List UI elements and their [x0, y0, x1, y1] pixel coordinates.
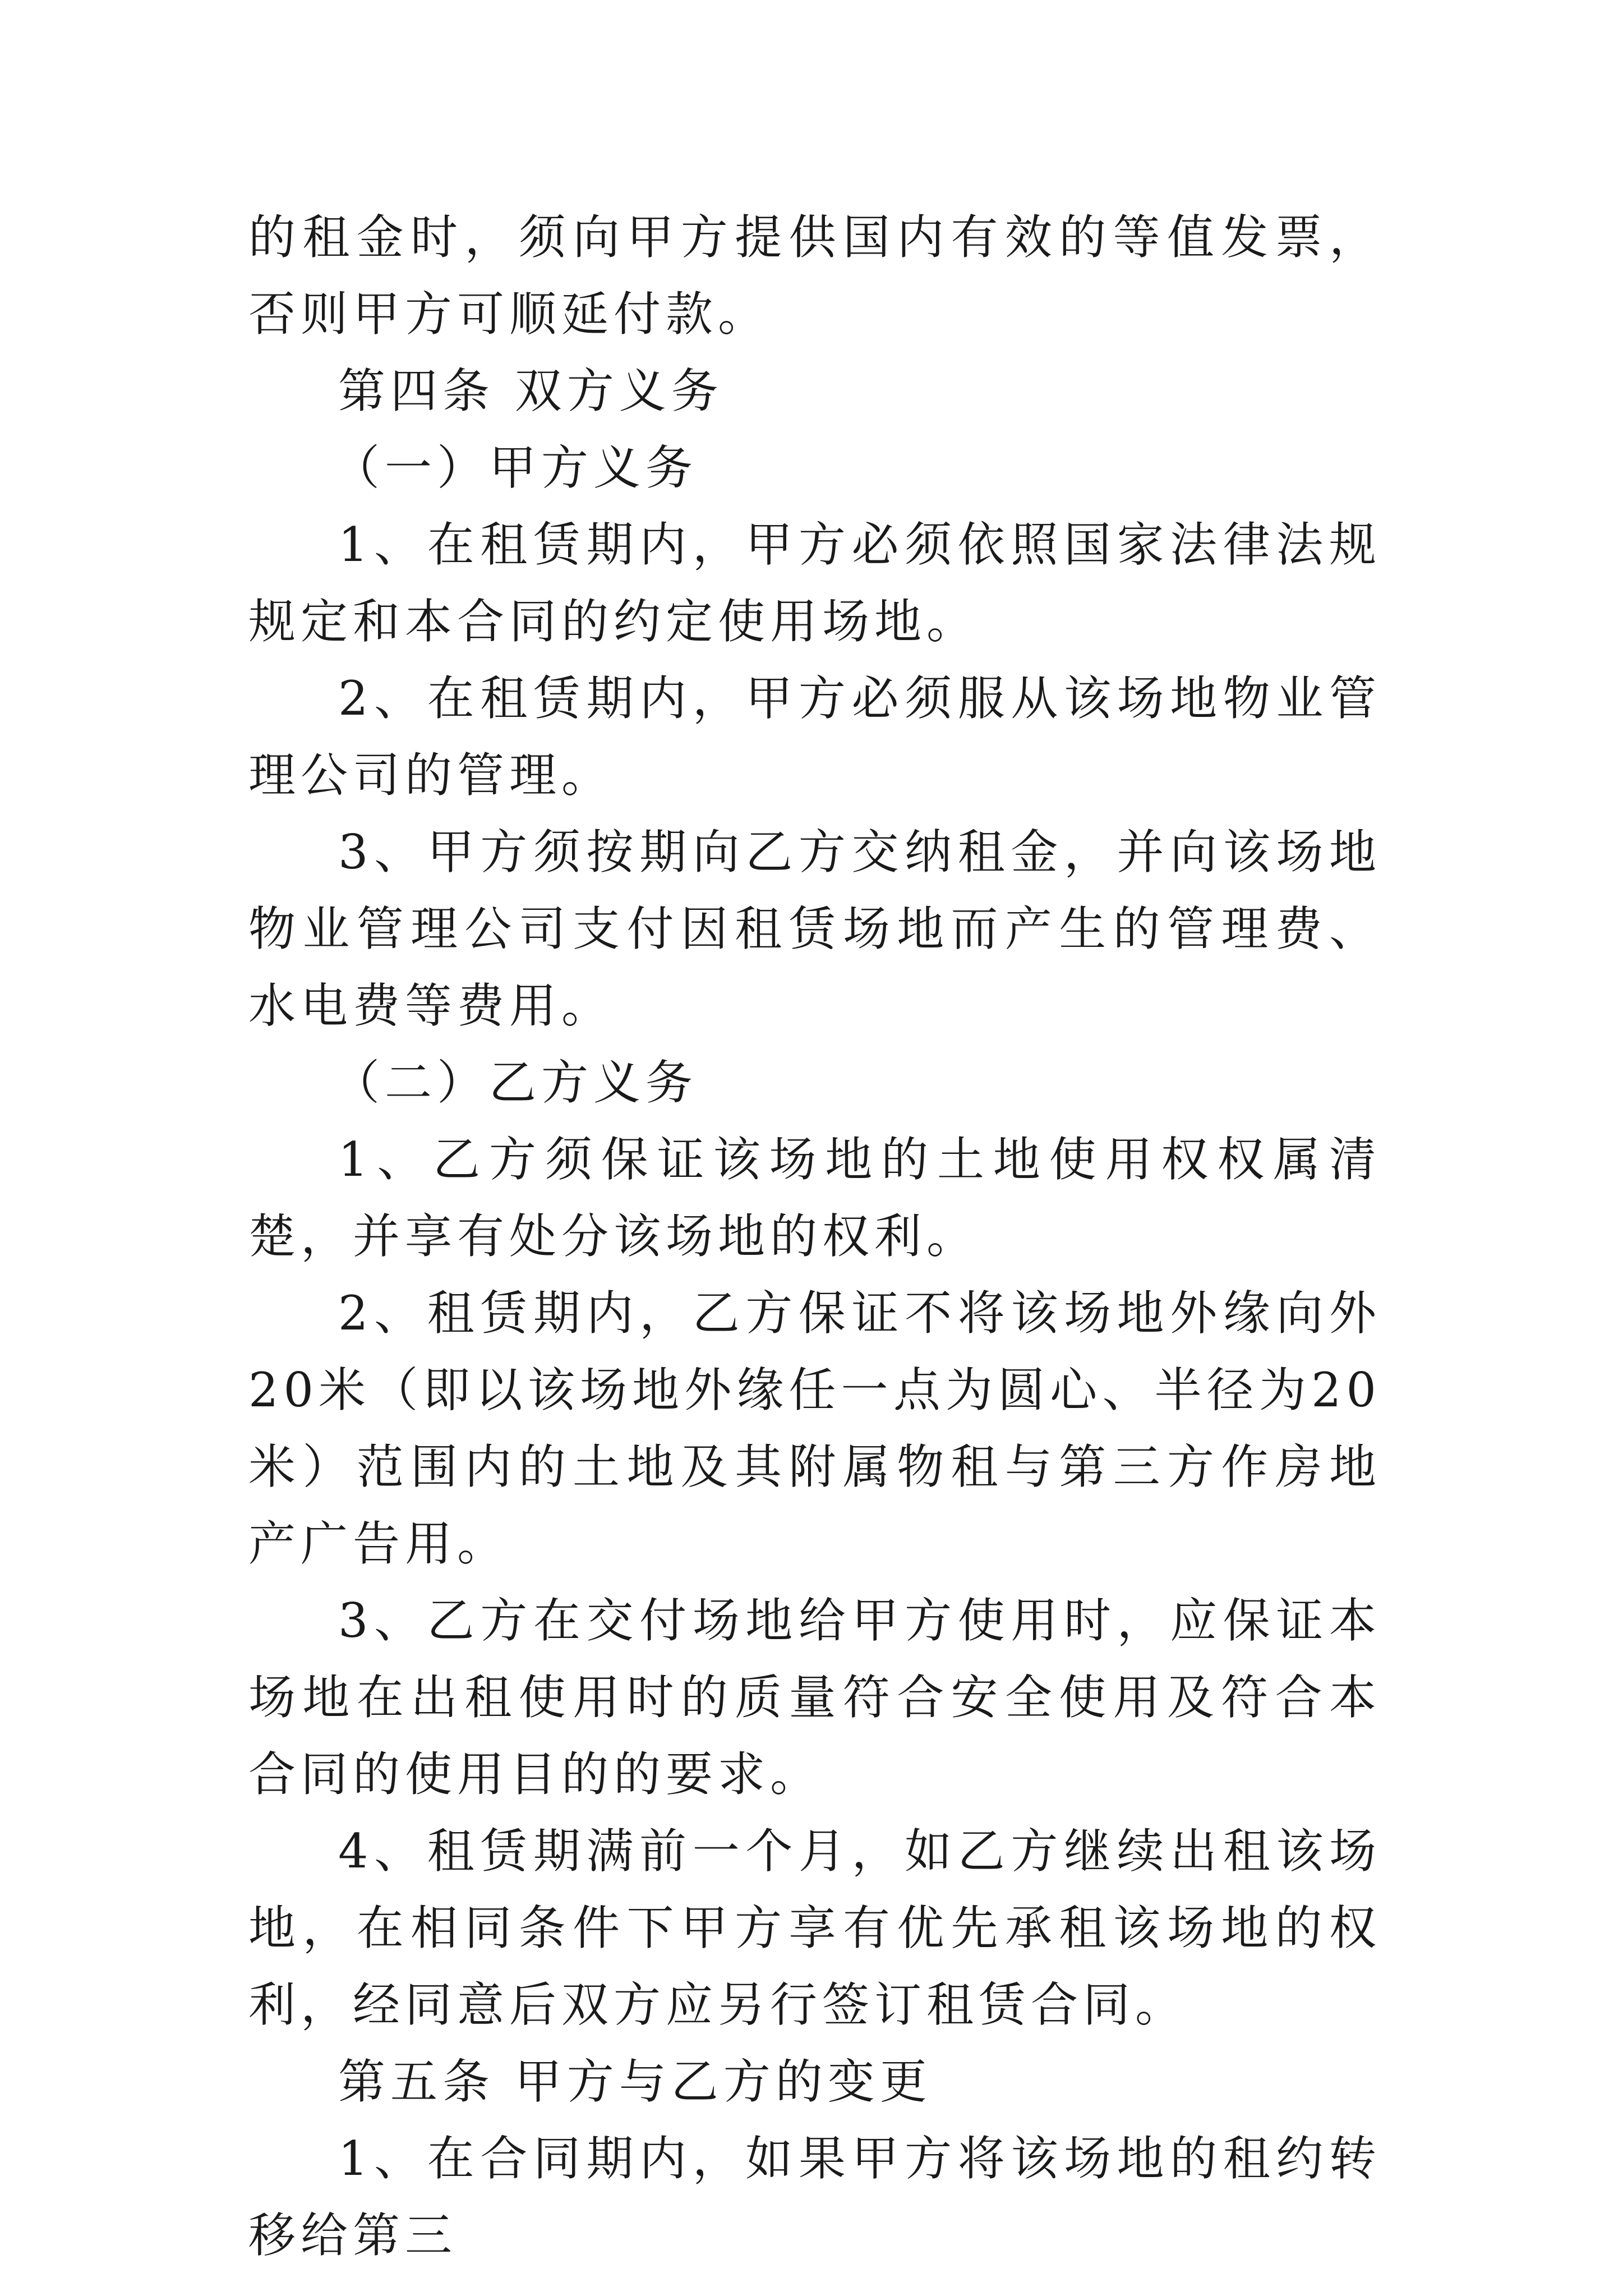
paragraph-b-obligation-3: 3、乙方在交付场地给甲方使用时，应保证本场地在出租使用时的质量符合安全使用及符合本合同的使用目的的要求。 — [248, 1593, 1381, 1802]
paragraph-payment-continuation: 的租金时，须向甲方提供国内有效的等值发票，否则甲方可顺延付款。 — [248, 210, 1381, 342]
subheading-party-a-obligations: （一）甲方义务 — [333, 440, 698, 495]
heading-article-4: 第四条 双方义务 — [338, 364, 723, 418]
paragraph-b-obligation-2: 2、租赁期内，乙方保证不将该场地外缘向外20米（即以该场地外缘任一点为圆心、半径为20米）范围内的土地及其附属物租与第三方作房地产广告用。 — [248, 1286, 1381, 1571]
heading-article-5: 第五条 甲方与乙方的变更 — [338, 2054, 932, 2109]
paragraph-a-obligation-3: 3、甲方须按期向乙方交纳租金，并向该场地物业管理公司支付因租赁场地而产生的管理费、水电费等费用。 — [248, 825, 1381, 1033]
document-body — [248, 199, 1381, 2274]
paragraph-a-obligation-2: 2、在租赁期内，甲方必须服从该场地物业管理公司的管理。 — [248, 671, 1381, 803]
subheading-party-b-obligations: （二）乙方义务 — [333, 1055, 698, 1110]
paragraph-b-obligation-4: 4、租赁期满前一个月，如乙方继续出租该场地，在相同条件下甲方享有优先承租该场地的权利，经同意后双方应另行签订租赁合同。 — [248, 1824, 1381, 2032]
paragraph-a-obligation-1: 1、在租赁期内，甲方必须依照国家法律法规规定和本合同的约定使用场地。 — [248, 517, 1381, 649]
paragraph-change-1: 1、在合同期内，如果甲方将该场地的租约转移给第三 — [248, 2131, 1381, 2263]
paragraph-b-obligation-1: 1、乙方须保证该场地的土地使用权权属清楚，并享有处分该场地的权利。 — [248, 1132, 1381, 1264]
